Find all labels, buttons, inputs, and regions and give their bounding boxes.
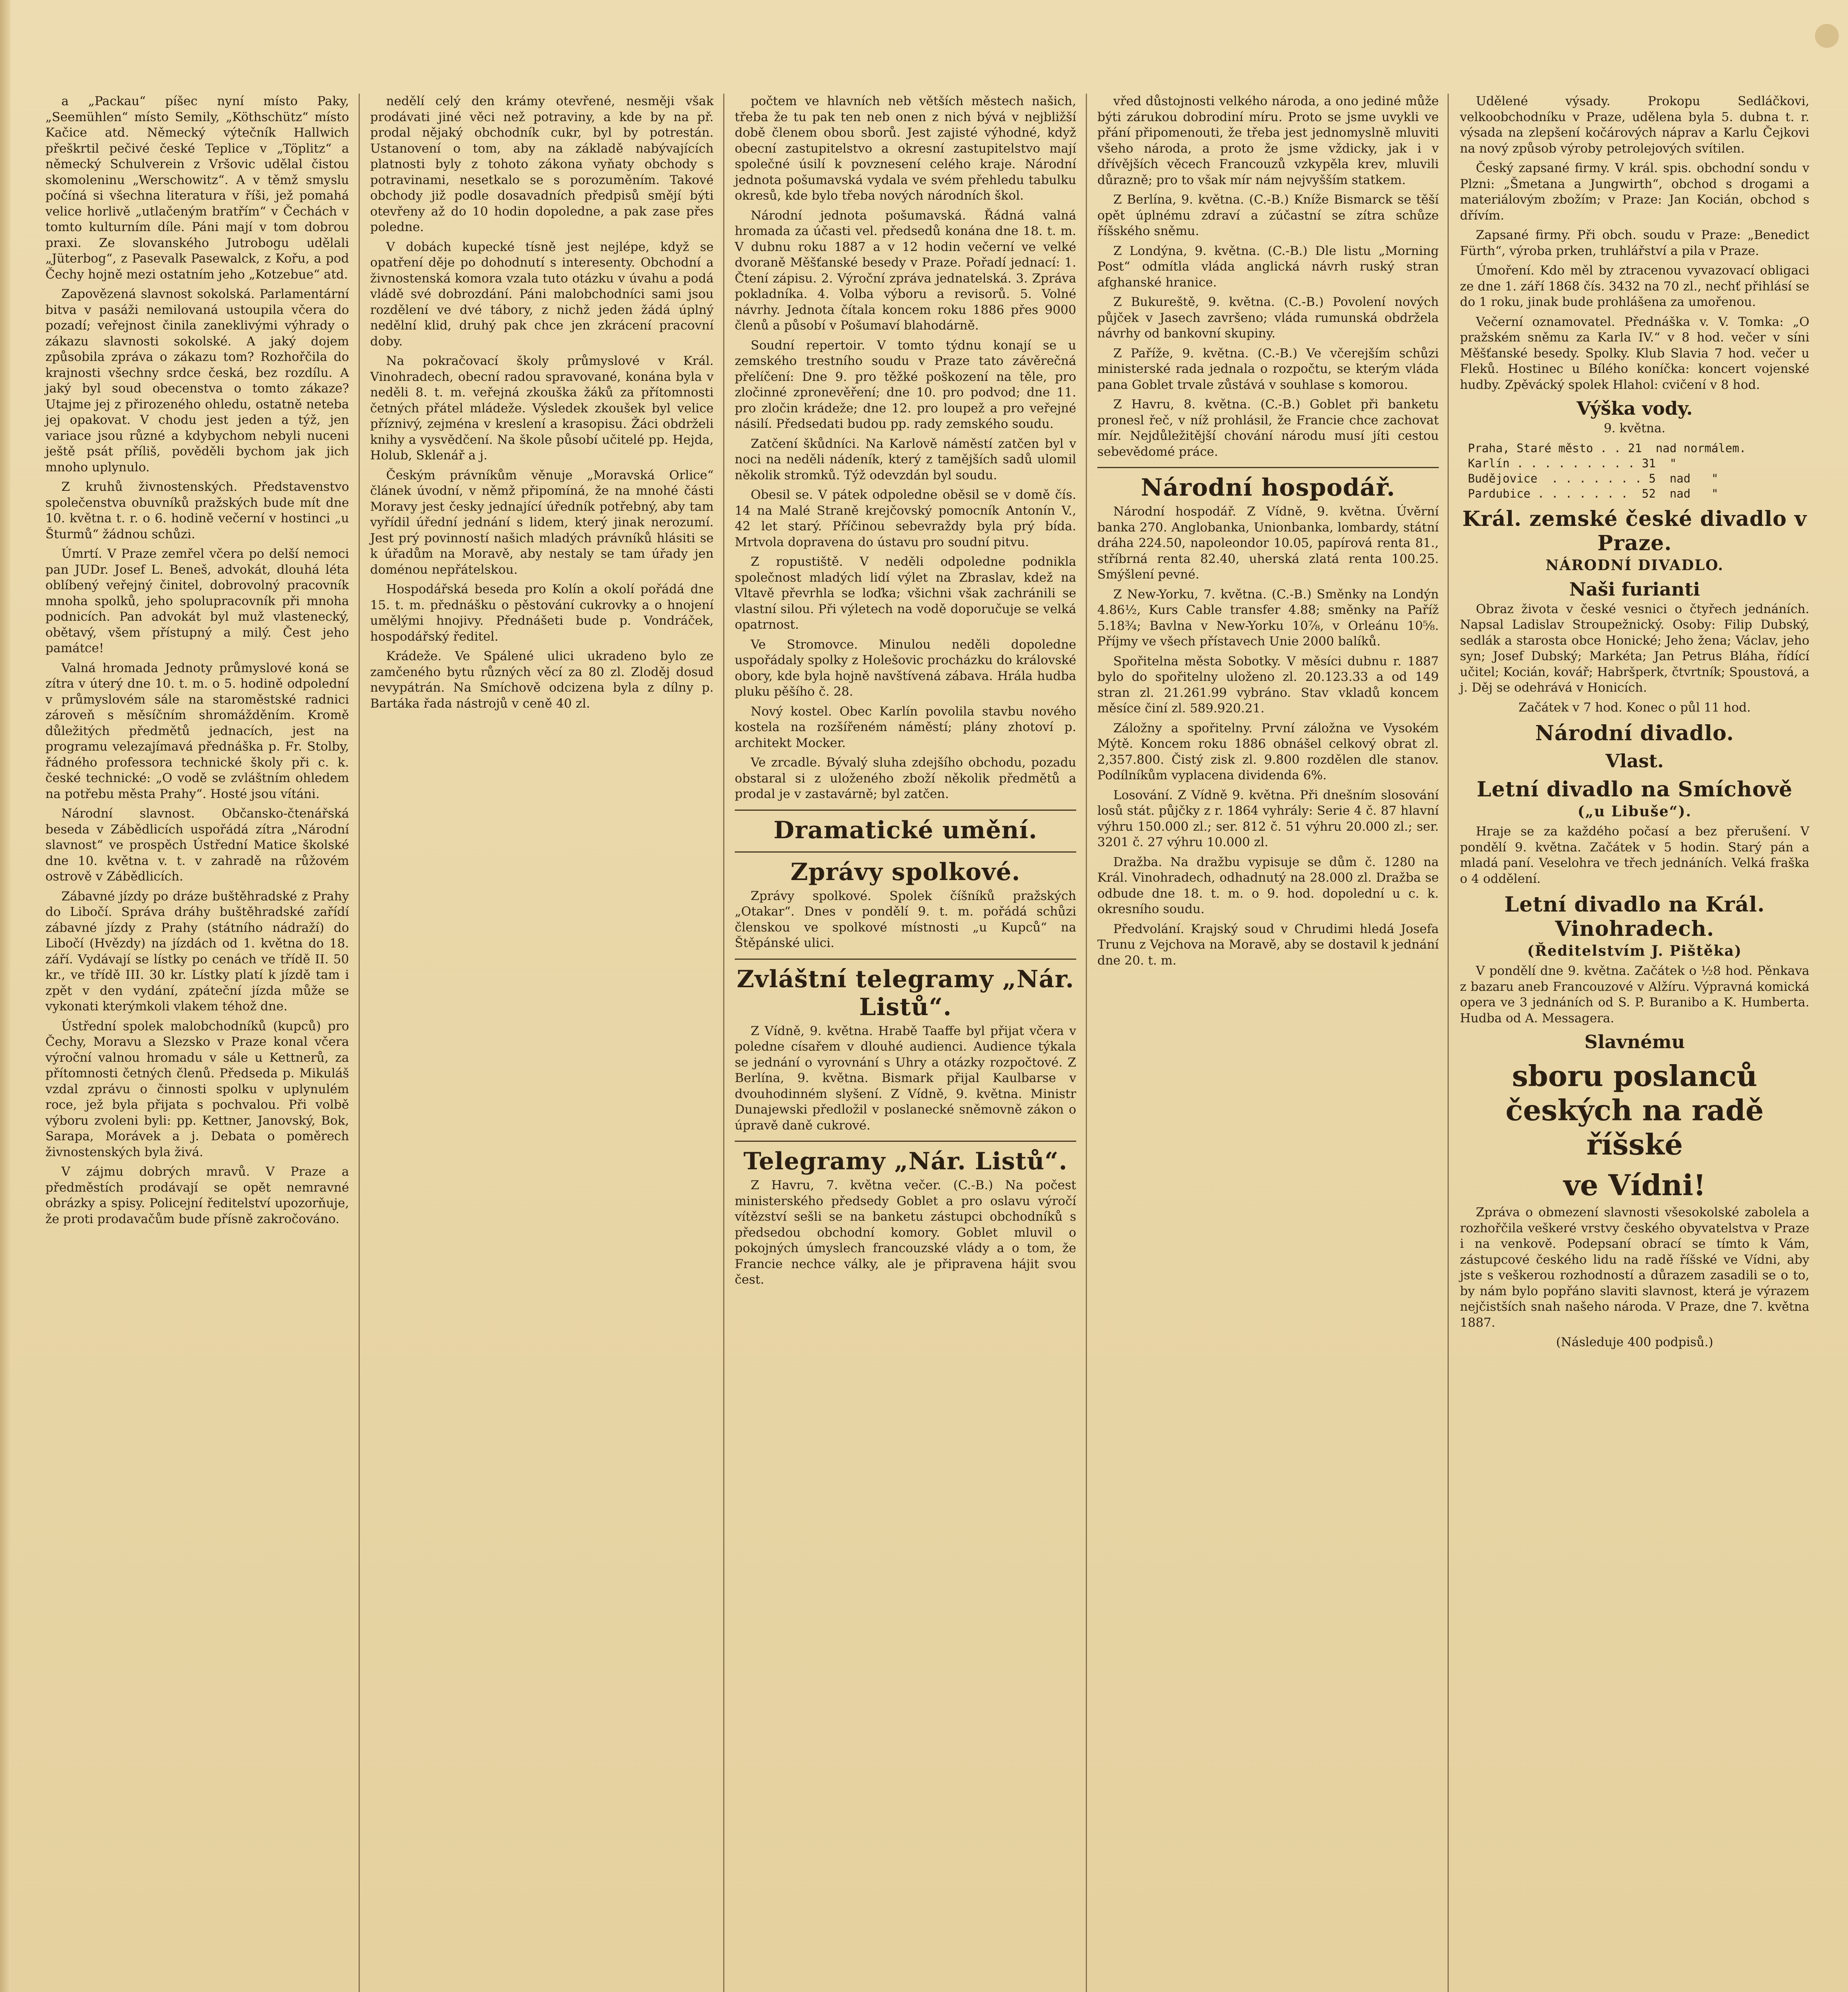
article-paragraph: Hraje se za každého počasí a bez přerušení. V pondělí 9. května. Začátek v 5 hodin. Starý pán a mladá paní. Veselohra ve třech jednáních. Velká fraška o 4 oddělení. xyxy=(1460,824,1809,886)
article-paragraph: Večerní oznamovatel. Přednáška v. V. Tomka: „O pražském sněmu za Karla IV.“ v 8 hod. večer v síni Měšťanské besedy. Spolky. Klub Slavia 7 hod. večer u Fleků. Hostinec u Bílého koníčka: koncert vojenské hudby. Zpěvácký spolek Hlahol: cvičení v 8 hod. xyxy=(1460,314,1809,392)
column-rule xyxy=(1448,94,1449,1992)
article-paragraph: Z Havru, 8. května. (C.-B.) Goblet při banketu pronesl řeč, v níž prohlásil, že Francie chce zachovat mír. Nejdůležitější chování národu musí jíti cestou sebevědomé práce. xyxy=(1097,397,1439,459)
national-theatre-title: Národní divadlo. xyxy=(1535,721,1734,745)
column-4 xyxy=(1092,94,1444,1992)
section-title-telegram-1: Zvláštní telegramy „Nár. Listů“. xyxy=(735,959,1076,1021)
article-paragraph: Z kruhů živnostenských. Představenstvo společenstva obuvníků pražských bude mít dne 10. května t. r. o 6. hodině večerní v hostinci „u Šturmů“ žádnou schůzi. xyxy=(45,480,349,541)
article-paragraph: Soudní repertoir. V tomto týdnu konají se u zemského trestního soudu v Praze tato závěrečná přelíčení: Dne 9. pro těžké poškození na těle, pro zločinné zpronevěření; dne 10. pro podvod; dne 11. pro zločin krádeže; dne 12. pro loupež a pro veřejné násilí. Předsedati budou pp. rady zemského soudu. xyxy=(735,338,1076,431)
article-paragraph: Krádeže. Ve Spálené ulici ukradeno bylo ze zamčeného bytu různých věcí za 80 zl. Zloděj dosud nevypátrán. Na Smíchově odcizena byla z dílny p. Bartáka řada nástrojů v ceně 40 zl. xyxy=(370,649,714,711)
section-title-umeni: Dramatické umění. xyxy=(735,810,1076,844)
water-table: Praha, Staré město . . 21 nad normálem. Karlín . . . . . . . . . 31 " Budějovice . . . . . . . 5 nad " Pardubice . . . . . . . 52 nad " xyxy=(1468,441,1746,500)
article-paragraph: Na pokračovací školy průmyslové v Král. Vinohradech, obecní radou spravované, konána byla v neděli 8. t. m. veřejná zkouška žáků za přítomnosti četných přátel mládeže. Výsledek zkoušek byl velice příznivý, zejména v kreslení a krasopisu. Žáci obdrželi knihy a vysvědčení. Na škole působí učitelé pp. Hejda, Holub, Sklenář a j. xyxy=(370,354,714,463)
water-title: Výška vody. xyxy=(1576,398,1693,419)
article-paragraph: Český zapsané firmy. V král. spis. obchodní sondu v Plzni: „Šmetana a Jungwirth“, obchod s drogami a materiálovým zbožím; v Praze: Jan Kocián, obchod s dřívím. xyxy=(1460,161,1809,223)
article-paragraph: Z Vídně, 9. května. Hrabě Taaffe byl přijat včera v poledne císařem v dlouhé audienci. Audience týkala se jednání o vyrovnání s Uhry a otázky rozpočtové. Z Berlína, 9. května. Bismark přijal Kaulbarse v dvouhodinném slyšení. Z Vídně, 9. května. Ministr Dunajewski předložil v poslanecké sněmovně zákon o úpravě daně cukrové. xyxy=(735,1023,1076,1133)
article-paragraph: Zapsané firmy. Při obch. soudu v Praze: „Benedict Fürth“, výroba prken, truhlářství a pila v Praze. xyxy=(1460,228,1809,258)
ad-ve-vidni: ve Vídni! xyxy=(1563,1168,1706,1202)
theatre-subtitle: NÁRODNÍ DIVADLO. xyxy=(1545,557,1724,574)
article-paragraph: Obraz života v české vesnici o čtyřech jednáních. Napsal Ladislav Stroupežnický. Osoby: Filip Dubský, sedlák a starosta obce Honické; Jeho žena; Václav, jeho syn; Josef Dubský; Markéta; Jan Petrus Bláha, řídící učitel; Kocián, kovář; Habršperk, čtvrtník; Spoustová, a j. Děj se odehrává v Honicích. xyxy=(1460,602,1809,695)
performance-times: Začátek v 7 hod. Konec o půl 11 hod. xyxy=(1518,700,1751,715)
smichov-theatre-title: Letní divadlo na Smíchově xyxy=(1477,777,1793,802)
article-paragraph: V dobách kupecké tísně jest nejlépe, když se opatření děje po dohodnutí s interesenty. Obchodní a živnostenská komora vzala tuto otázku v úvahu a podá vládě své dobrozdání. Páni malobchodníci sami jsou rozdělení ve dvé tábory, z nichž jeden žádá úplný nedělní klid, druhý pak chce jen zkrácení pracovní doby. xyxy=(370,239,714,349)
play-title: Naši furianti xyxy=(1569,578,1700,600)
article-paragraph: Národní hospodář. Z Vídně, 9. května. Úvěrní banka 270. Anglobanka, Unionbanka, lombardy, státní dráha 224.50, napoleondor 10.05, papírová renta 81., stříbrná renta 82.40, uherská zlatá renta 100.25. Smýšlení pevné. xyxy=(1097,504,1439,582)
section-title-hospodar: Národní hospodář. xyxy=(1097,467,1439,502)
article-paragraph: a „Packau“ píšec nyní místo Paky, „Seemühlen“ místo Semily, „Köthschütz“ místo Kačice atd. Německý výtečník Hallwich přeškrtil pečivé české Teplice v „Töplitz“ a německý Schulverein z Vršovic udělal čistou skomoleninu „Werschowitz“. A v těmž smyslu počíná si všechna literatura v říši, jež pomahá velice horlivě „utlačeným bratřím“ v Čechách v tomto kulturním díle. Páni mají v tom dobrou praxi. Ze slovanského Jutrobogu udělali „Jüterbog“, z Pasevalk Pasewalck, z Kořu, a pod Čechy hojně mezi ostatním jeho „Kotzebue“ atd. xyxy=(45,94,349,282)
page-edge xyxy=(0,0,10,1992)
vinohrady-theatre-title: Letní divadlo na Král. Vinohradech. xyxy=(1504,892,1765,941)
article-paragraph: Úmoření. Kdo měl by ztracenou vyvazovací obligaci ze dne 1. září 1868 čís. 3432 na 70 zl., nechť přihlásí se do 1 roku, jinak bude prohlášena za umořenou. xyxy=(1460,263,1809,309)
article-paragraph: Záložny a spořitelny. První záložna ve Vysokém Mýtě. Koncem roku 1886 obnášel celkový obrat zl. 2,357.800. Čistý zisk zl. 9.800 rozdělen dle stanov. Podílníkům vyplacena dividenda 6%. xyxy=(1097,721,1439,782)
article-paragraph: Ve Stromovce. Minulou neděli dopoledne uspořádaly spolky z Holešovic procházku do královské obory, kde byla hojně navštívená zábava. Hrála hudba pluku pěšího č. 28. xyxy=(735,637,1076,699)
article-paragraph: V pondělí dne 9. května. Začátek o ½8 hod. Pěnkava z bazaru aneb Francouzové v Alžíru. Výpravná komická opera ve 3 jednáních od S. P. Buranibo a K. Humberta. Hudba od A. Messagera. xyxy=(1460,964,1809,1025)
column-rule xyxy=(1086,94,1087,1992)
article-paragraph: Obesil se. V pátek odpoledne oběsil se v domě čís. 14 na Malé Straně krejčovský pomocník Antonín V., 42 let starý. Příčinou sebevraždy byla prý bída. Mrtvola dopravena do ústavu pro soudní pitvu. xyxy=(735,488,1076,549)
play-title-vlast: Vlast. xyxy=(1605,750,1664,772)
article-paragraph: Z New-Yorku, 7. května. (C.-B.) Směnky na Londýn 4.86½, Kurs Cable transfer 4.88; směnky na Paříž 5.18¾; Bavlna v New-Yorku 10⅞, v Orleánu 10⅝. Příjmy ve všech přístavech Unie 2000 balíků. xyxy=(1097,587,1439,649)
column-3 xyxy=(729,94,1082,1992)
article-paragraph: Předvolání. Krajský soud v Chrudimi hledá Josefa Trunu z Vejchova na Moravě, aby se dostavil k jednání dne 20. t. m. xyxy=(1097,921,1439,968)
ad-sboru: sboru poslanců českých na radě říšské xyxy=(1505,1059,1764,1161)
article-paragraph: Zapovězená slavnost sokolská. Parlamentární bitva v pasáži nemilovaná ustoupila včera do pozadí; veřejnost činila zaneklivými výhrady o zákazu slavnosti sokolské. A jaký dojem způsobila zpráva o zákazu tom? Rozhořčila do krajnosti všechny srdce česká, bez rozdílu. A jaký byl soud obecenstva o tomto zákaze? Utajme jej z přirozeného ohledu, ostatně neteba jej opakovat. V chodu jest jeden a týž, jen variace jsou různé a kdybychom nebyli nuceni ještě psát příliš, pověděli bychom jak jich mnoho uplynulo. xyxy=(45,287,349,474)
page-stamp xyxy=(1815,24,1839,48)
section-title-telegram-2: Telegramy „Nár. Listů“. xyxy=(735,1141,1076,1175)
article-paragraph: Zatčení škůdníci. Na Karlově náměstí zatčen byl v noci na neděli nádeník, který z tamějších sadů ulomil několik stromků. Týž odevzdán byl soudu. xyxy=(735,436,1076,482)
water-date: 9. května. xyxy=(1604,421,1666,435)
article-paragraph: Losování. Z Vídně 9. května. Při dnešním slosování losů stát. půjčky z r. 1864 vyhrály: Serie 4 č. 87 hlavní výhru 150.000 zl.; ser. 812 č. 51 výhru 20.000 zl.; ser. 3201 č. 27 výhru 10.000 zl. xyxy=(1097,788,1439,849)
article-paragraph: Hospodářská beseda pro Kolín a okolí pořádá dne 15. t. m. přednášku o pěstování cukrovky a o hnojení umělými hnojivy. Přednášeti bude p. Vondráček, hospodářský ředitel. xyxy=(370,582,714,644)
article-paragraph: Z Havru, 7. května večer. (C.-B.) Na počest ministerského předsedy Goblet a pro oslavu výročí vítězství sešli se na banketu zástupci obchodníků s předsedou obchodní komory. Goblet mluvil o pokojných úmyslech francouzské vlády a o tom, že Francie nechce války, ale je připravena hájit svou čest. xyxy=(735,1178,1076,1287)
article-paragraph: V zájmu dobrých mravů. V Praze a předměstích prodávají se opět nemravné obrázky a spisy. Policejní ředitelství upozorňuje, že proti prodavačům bude přísně zakročováno. xyxy=(45,1165,349,1226)
column-rule xyxy=(723,94,724,1992)
article-paragraph: Dražba. Na dražbu vypisuje se dům č. 1280 na Král. Vinohradech, odhadnutý na 28.000 zl. Dražba se odbude dne 18. t. m. o 9. hod. dopolední u c. k. okresního soudu. xyxy=(1097,855,1439,916)
article-paragraph: Z Paříže, 9. května. (C.-B.) Ve včerejším schůzi ministerské rada jednala o rozpočtu, se kterým vláda pana Goblet trvale zůstává v souhlase s komorou. xyxy=(1097,346,1439,392)
article-paragraph: Zprávy spolkové. Spolek číšníků pražských „Otakar“. Dnes v pondělí 9. t. m. pořádá schůzi členskou ve spolkové místnosti „u Kupců“ na Štěpánské ulici. xyxy=(735,888,1076,950)
article-paragraph: Z ropustiště. V neděli odpoledne podnikla společnost mladých lidí výlet na Zbraslav, kdež na Vltavě převrhla se loďka; všichni však zachránili se vlastní silou. Při výletech na vodě doporučuje se velká opatrnost. xyxy=(735,555,1076,632)
column-1 xyxy=(40,94,355,1992)
column-2 xyxy=(365,94,719,1992)
vinohrady-theatre-subtitle: (Ředitelstvím J. Pištěka) xyxy=(1527,943,1742,959)
article-paragraph: Udělené výsady. Prokopu Sedláčkovi, velkoobchodníku v Praze, udělena byla 5. dubna t. r. výsada na zlepšení kočárových náprav a Karlu Čejkovi na nový způsob výroby petrolejových svítilen. xyxy=(1460,94,1809,156)
article-paragraph: Zpráva o obmezení slavnosti všesokolské zabolela a rozhořčila veškeré vrstvy českého obyvatelstva v Praze i na venkově. Podepsaní obrací se tímto k Vám, zástupcové českého lidu na radě říšské ve Vídni, aby jste s veškerou rozhodností a důrazem zasadili se o to, by nám bylo popřáno slaviti slavnost, která je výrazem nejčistších snah našeho národa. V Praze, dne 7. května 1887. xyxy=(1460,1205,1809,1330)
article-paragraph: Zábavné jízdy po dráze buštěhradské z Prahy do Libočí. Správa dráhy buštěhradské zařídí zábavné jízdy z Prahy (státního nádraží) do Libočí (Hvězdy) na jízdách od 1. května do 18. září. Vydávají se lístky po cenách ve třídě II. 50 kr., ve třídě III. 30 kr. Lístky platí k jízdě tam i zpět v den vydání, zpáteční jízda může se vykonati kterýmkoli vlakem téhož dne. xyxy=(45,889,349,1014)
article-paragraph: nedělí celý den krámy otevřené, nesměji však prodávati jiné věci než potraviny, a kde by na př. prodal nějaký obchodník cukr, byl by potrestán. Ustanovení o tom, aby na základě nabývajících platnosti byly z tohoto zákona vyňaty obchody s potravinami, nesetkalo se s porozuměním. Takové obchody již podle dosavadních předpisů smějí býti otevřeny až do 10 hodin dopoledne, a pak zase přes poledne. xyxy=(370,94,714,234)
article-paragraph: Úmrtí. V Praze zemřel včera po delší nemoci pan JUDr. Josef L. Beneš, advokát, dlouhá léta oblíbený veřejný činitel, dobrovolný pracovník mnoha spolků, jeho spolupracovník při mnoha podnicích. Pan advokát byl muž vlastenecký, obětavý, všem přístupný a milý. Čest jeho památce! xyxy=(45,547,349,655)
article-paragraph: vřed důstojnosti velkého národa, a ono jediné může býti zárukou dobrodiní míru. Proto se jsme uvykli ve přání připomenouti, že třeba jest jednomyslně mluviti všeho národa, a proto že jsme vždicky, jak i v dřívějších věcech Francouzů vzkypěla krev, mluvili důrazně; pro to však mír nám nejvyšším statkem. xyxy=(1097,94,1439,187)
article-paragraph: Z Londýna, 9. května. (C.-B.) Dle listu „Morning Post“ odmítla vláda anglická návrh ruský stran afghanské hranice. xyxy=(1097,243,1439,290)
article-paragraph: Národní jednota pošumavská. Řádná valná hromada za účasti vel. předsedů konána dne 18. t. m. V dubnu roku 1887 a v 12 hodin večerní ve velké dvoraně Měšťanské besedy v Praze. Pořadí jednací: 1. Čtení zápisu. 2. Výroční zpráva jednatelská. 3. Zpráva pokladníka. 4. Volba výboru a revisorů. 5. Volné návrhy. Jednota čítala koncem roku 1886 přes 9000 členů a působí v Pošumaví blahodárně. xyxy=(735,208,1076,333)
article-paragraph: počtem ve hlavních neb větších městech našich, třeba že tu pak ten neb onen z nich bývá v nejbližší době členem obou sborů. Jest zajisté výhodné, když obecní zastupitelstvo a okresní zastupitelstvo mají společné úsilí k povznesení celého kraje. Národní jednota pošumavská vydala ve svém přehledu tabulku okresů, kde bylo třeba nových národních škol. xyxy=(735,94,1076,203)
signatures-note: (Následuje 400 podpisů.) xyxy=(1556,1335,1713,1349)
article-paragraph: Českým právníkům věnuje „Moravská Orlice“ článek úvodní, v němž připomíná, že na mnohé části Moravy jest česky jednající úředník potřebný, aby tam vyřídil úřední jednání s lidem, který jinak nerozumí. Jest prý povinností našich mladých právníků hlásiti se k úřadům na Moravě, aby nestaly se tam úřady jen doménou nepřátelskou. xyxy=(370,468,714,577)
article-paragraph: Ústřední spolek malobchodníků (kupců) pro Čechy, Moravu a Slezsko v Praze konal včera výroční valnou hromadu v sále u Kettnerů, za přítomnosti četných členů. Předseda p. Mikuláš vzdal zprávu o činnosti spolku v uplynulém roce, jež byla přijata s pochvalou. Při volbě výboru zvoleni byli: pp. Kettner, Janovský, Bok, Sarapa, Morávek a j. Debata o poměrech živnostenských byla živá. xyxy=(45,1019,349,1159)
article-paragraph: Spořitelna města Sobotky. V měsíci dubnu r. 1887 bylo do spořitelny uloženo zl. 20.123.33 a od 149 stran zl. 21.261.99 vybráno. Stav vkladů koncem měsíce činí zl. 589.920.21. xyxy=(1097,654,1439,716)
smichov-theatre-subtitle: („u Libuše“). xyxy=(1577,803,1692,820)
column-rule xyxy=(359,94,360,1992)
column-5 xyxy=(1454,94,1815,1992)
article-paragraph: Z Bukureště, 9. května. (C.-B.) Povolení nových půjček v Jasech završeno; vláda rumunská obdržela návrhy od bankovní skupiny. xyxy=(1097,295,1439,341)
article-paragraph: Valná hromada Jednoty průmyslové koná se zítra v úterý dne 10. t. m. o 5. hodině odpolední v průmyslovém sále na staroměstské radnici zároveň s měsíčním shromážděním. Kromě důležitých předmětů jednacích, jest na programu velezajímavá přednáška p. Fr. Stolby, řádného professora technické školy při c. k. české technické: „O vodě se zvláštním ohledem na potřebu města Prahy“. Hosté jsou vítáni. xyxy=(45,661,349,801)
article-paragraph: Ve zrcadle. Bývalý sluha zdejšího obchodu, pozadu obstaral si z uloženého zboží několik předmětů a prodal je v zastavárně; byl zatčen. xyxy=(735,755,1076,801)
article-paragraph: Nový kostel. Obec Karlín povolila stavbu nového kostela na rozšířeném náměstí; plány zhotoví p. architekt Mocker. xyxy=(735,704,1076,750)
section-title-spolky: Zprávy spolkové. xyxy=(735,851,1076,886)
article-paragraph: Z Berlína, 9. května. (C.-B.) Kníže Bismarck se těší opět úplnému zdraví a zúčastní se zítra schůze říšského sněmu. xyxy=(1097,192,1439,238)
theatre-title: Král. zemské české divadlo v Praze. xyxy=(1462,506,1807,555)
article-paragraph: Národní slavnost. Občansko-čtenářská beseda v Zábědlicích uspořádá zítra „Národní slavnost“ ve prospěch Ústřední Matice školské dne 10. května v. t. v zahradě na růžovém ostrově v Zábědlicích. xyxy=(45,806,349,884)
ad-slavnemu: Slavnému xyxy=(1584,1031,1685,1053)
